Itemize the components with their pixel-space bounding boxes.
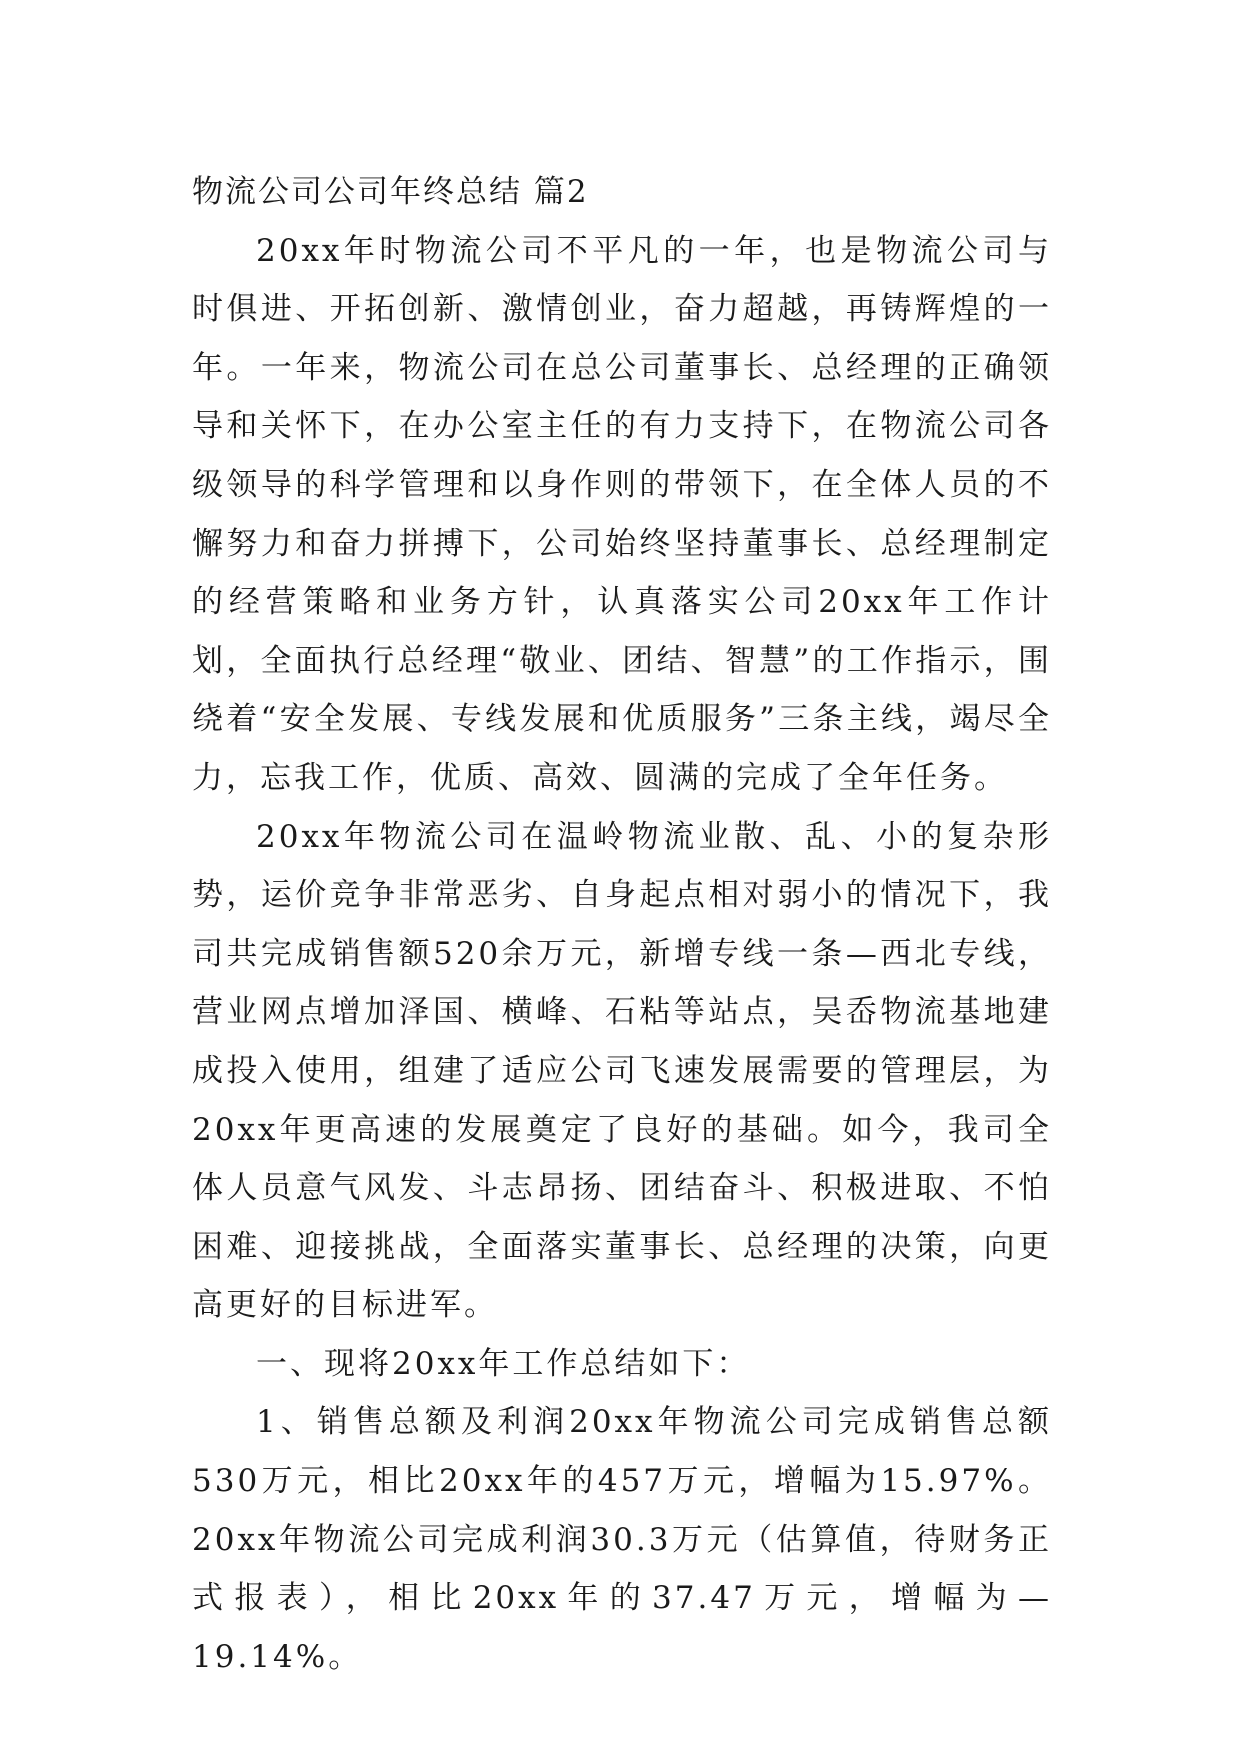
- paragraph-sales-profit: 1、销售总额及利润20xx年物流公司完成销售总额530万元，相比20xx年的457万元，增幅为15.97%。20xx年物流公司完成利润30.3万元（估算值，待财务正式报表），相比20xx年的37.47万元，增幅为—19.14%。: [192, 1404, 1052, 1675]
- section-heading: 一、现将20xx年工作总结如下：: [256, 1345, 751, 1382]
- paragraph-achievements: 20xx年物流公司在温岭物流业散、乱、小的复杂形势，运价竞争非常恶劣、自身起点相对弱小的情况下，我司共完成销售额520余万元，新增专线一条—西北专线，营业网点增加泽国、横峰、石粘等站点，吴岙物流基地建成投入使用，组建了适应公司飞速发展需要的管理层，为20xx年更高速的发展奠定了良好的基础。如今，我司全体人员意气风发、斗志昂扬、团结奋斗、积极进取、不怕困难、迎接挑战，全面落实董事长、总经理的决策，向更高更好的目标进军。: [192, 818, 1052, 1324]
- document-title: 物流公司公司年终总结 篇2: [192, 174, 589, 210]
- document-body: [192, 163, 1052, 1686]
- paragraph-intro: 20xx年时物流公司不平凡的一年，也是物流公司与时俱进、开拓创新、激情创业，奋力超越，再铸辉煌的一年。一年来，物流公司在总公司董事长、总经理的正确领导和关怀下，在办公室主任的有力支持下，在物流公司各级领导的科学管理和以身作则的带领下，在全体人员的不懈努力和奋力拼搏下，公司始终坚持董事长、总经理制定的经营策略和业务方针，认真落实公司20xx年工作计划，全面执行总经理“敬业、团结、智慧”的工作指示，围绕着“安全发展、专线发展和优质服务”三条主线，竭尽全力，忘我工作，优质、高效、圆满的完成了全年任务。: [192, 232, 1052, 796]
